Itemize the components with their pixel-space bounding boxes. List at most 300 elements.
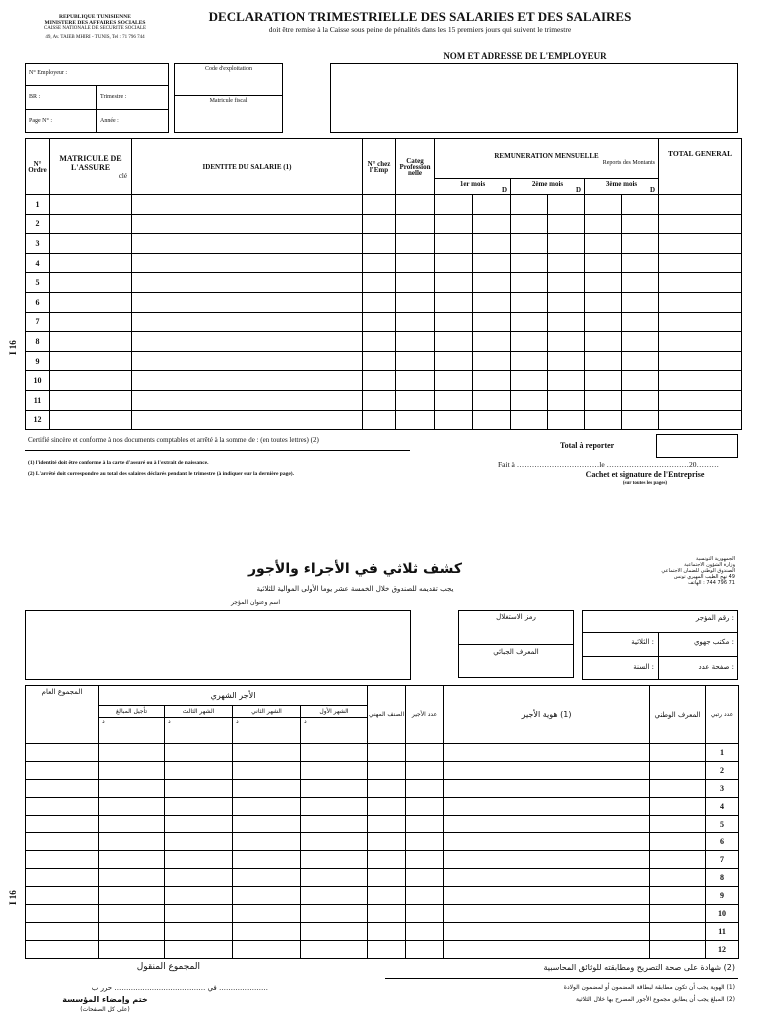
table-cell[interactable] (50, 332, 132, 352)
table-cell[interactable] (435, 312, 473, 332)
table-cell[interactable] (511, 214, 548, 234)
table-cell[interactable] (233, 922, 301, 940)
table-cell[interactable] (444, 905, 650, 923)
table-cell[interactable] (406, 797, 444, 815)
cachet-label: Cachet et signature de l'Entreprise (585, 470, 705, 479)
table-cell[interactable] (132, 273, 363, 293)
table-cell[interactable] (368, 887, 406, 905)
table-cell[interactable] (548, 234, 585, 254)
table-cell[interactable] (585, 273, 622, 293)
table-cell[interactable] (622, 390, 659, 410)
table-cell[interactable] (99, 833, 165, 851)
table-cell[interactable] (363, 371, 396, 391)
table-cell[interactable] (132, 371, 363, 391)
ar-col-no-chez: ﻋﺪﺩ ﺍﻷﺟﻴﺮ (406, 686, 444, 744)
table-cell[interactable] (26, 833, 99, 851)
ar-fait-a-line[interactable]: ………………… ﻓﻲ ………………………………… ﺣﺮﺭ ﺏ (91, 984, 268, 992)
ar-employer-name-box[interactable] (25, 610, 411, 680)
table-cell[interactable] (622, 371, 659, 391)
table-cell[interactable] (165, 779, 233, 797)
table-cell[interactable] (165, 744, 233, 762)
table-cell[interactable] (435, 390, 473, 410)
table-cell[interactable] (650, 744, 706, 762)
table-cell[interactable] (444, 940, 650, 958)
table-cell[interactable] (368, 815, 406, 833)
table-cell[interactable] (435, 371, 473, 391)
table-cell[interactable] (473, 292, 511, 312)
table-cell[interactable] (511, 195, 548, 215)
table-cell[interactable] (50, 312, 132, 332)
table-cell[interactable] (585, 332, 622, 352)
table-row (26, 744, 739, 762)
ar-header-line-2: ﻭﺯﺍﺭﺓ ﺍﻟﺸﺆﻭﻥ ﺍﻻﺟﺘﻤﺎﻋﻴﺔ (684, 562, 735, 568)
row-number: 1 (706, 744, 739, 762)
table-cell[interactable] (301, 815, 368, 833)
ar-annee-field[interactable]: : ﺍﻟﺴﻨﺔ (633, 663, 654, 671)
table-cell[interactable] (363, 234, 396, 254)
table-cell[interactable] (396, 234, 435, 254)
table-cell[interactable] (548, 371, 585, 391)
ar-col-mois1-d: ﺩ (301, 718, 368, 744)
trimestre-field[interactable]: Trimestre : (100, 94, 127, 100)
col-mois3 (585, 179, 659, 195)
table-cell[interactable] (99, 761, 165, 779)
table-cell[interactable] (368, 761, 406, 779)
table-cell[interactable] (50, 234, 132, 254)
table-cell[interactable] (473, 410, 511, 430)
table-cell[interactable] (50, 410, 132, 430)
table-cell[interactable] (511, 351, 548, 371)
table-cell[interactable] (585, 312, 622, 332)
table-cell[interactable] (585, 390, 622, 410)
employer-name-box[interactable] (330, 63, 738, 133)
table-cell[interactable] (548, 292, 585, 312)
table-cell[interactable] (406, 887, 444, 905)
table-cell[interactable] (50, 273, 132, 293)
table-cell[interactable] (50, 253, 132, 273)
col-mois1-d: D (501, 185, 507, 194)
table-cell[interactable] (301, 922, 368, 940)
table-cell[interactable] (406, 815, 444, 833)
table-cell[interactable] (26, 869, 99, 887)
table-cell[interactable] (435, 351, 473, 371)
table-cell[interactable] (650, 833, 706, 851)
table-cell[interactable] (301, 779, 368, 797)
table-cell[interactable] (659, 273, 742, 293)
table-cell[interactable] (622, 312, 659, 332)
page-no-field[interactable]: Page N° : (29, 118, 53, 124)
table-cell[interactable] (301, 905, 368, 923)
table-cell[interactable] (26, 922, 99, 940)
row-number: 5 (26, 273, 50, 293)
table-cell[interactable] (132, 332, 363, 352)
table-cell[interactable] (363, 292, 396, 312)
ar-page-field[interactable]: : ﺻﻔﺤﺔ ﻋﺪﺩ (698, 663, 734, 671)
table-cell[interactable] (26, 887, 99, 905)
ar-col-mois3-d: ﺩ (165, 718, 233, 744)
table-cell[interactable] (435, 292, 473, 312)
ar-br-field[interactable]: : ﻣﻜﺘﺐ ﺟﻬﻮﻱ (693, 638, 734, 646)
table-cell[interactable] (511, 273, 548, 293)
table-cell[interactable] (396, 292, 435, 312)
table-cell[interactable] (396, 351, 435, 371)
row-number: 4 (706, 797, 739, 815)
table-cell[interactable] (548, 195, 585, 215)
table-cell[interactable] (233, 761, 301, 779)
table-cell[interactable] (363, 332, 396, 352)
table-cell[interactable] (650, 797, 706, 815)
row-number: 6 (26, 292, 50, 312)
table-cell[interactable] (659, 410, 742, 430)
table-cell[interactable] (233, 744, 301, 762)
table-cell[interactable] (165, 940, 233, 958)
table-cell[interactable] (165, 922, 233, 940)
table-cell[interactable] (363, 214, 396, 234)
table-row (26, 234, 742, 254)
table-cell[interactable] (548, 351, 585, 371)
table-cell[interactable] (396, 214, 435, 234)
table-cell[interactable] (444, 833, 650, 851)
table-cell[interactable] (406, 851, 444, 869)
table-cell[interactable] (99, 815, 165, 833)
republic-label: REPUBLIQUE TUNISIENNE (59, 14, 131, 20)
col-no-chez-emp: N° chez l'Emp (363, 139, 396, 195)
table-cell[interactable] (99, 797, 165, 815)
table-cell[interactable] (650, 851, 706, 869)
table-cell[interactable] (622, 195, 659, 215)
table-cell[interactable] (435, 234, 473, 254)
row-number: 12 (706, 940, 739, 958)
table-cell[interactable] (406, 905, 444, 923)
table-cell[interactable] (165, 887, 233, 905)
table-cell[interactable] (165, 851, 233, 869)
table-cell[interactable] (511, 410, 548, 430)
table-cell[interactable] (363, 273, 396, 293)
table-cell[interactable] (473, 390, 511, 410)
table-cell[interactable] (435, 195, 473, 215)
table-cell[interactable] (473, 371, 511, 391)
table-cell[interactable] (548, 273, 585, 293)
table-cell[interactable] (511, 312, 548, 332)
table-cell[interactable] (396, 410, 435, 430)
table-cell[interactable] (132, 410, 363, 430)
table-cell[interactable] (301, 940, 368, 958)
table-cell[interactable] (473, 253, 511, 273)
table-cell[interactable] (233, 815, 301, 833)
table-cell[interactable] (26, 797, 99, 815)
table-cell[interactable] (368, 833, 406, 851)
table-cell[interactable] (548, 390, 585, 410)
table-cell[interactable] (444, 922, 650, 940)
fait-a-line[interactable]: Fait à ……………………………le ……………………………20……… (498, 460, 720, 469)
table-cell[interactable] (406, 744, 444, 762)
ar-certifie-text: (2) ﺷﻬﺎﺩﺓ ﻋﻠﻰ ﺻﺤﺔ ﺍﻟﺘﺼﺮﻳﺢ ﻭﻣﻄﺎﺑﻘﺘﻪ ﻟﻠﻮﺛﺎﺋﻖ ﺍﻟﻤﺤﺎﺳﺒﻴﺔ (543, 963, 735, 972)
ar-trimestre-field[interactable]: : ﺍﻟﺜﻼﺛﻴﺔ (631, 638, 654, 646)
table-cell[interactable] (622, 332, 659, 352)
col-mois3-d: D (649, 185, 656, 194)
row-number: 3 (706, 779, 739, 797)
table-cell[interactable] (435, 410, 473, 430)
table-cell[interactable] (444, 761, 650, 779)
row-number: 4 (26, 253, 50, 273)
table-cell[interactable] (659, 390, 742, 410)
table-cell[interactable] (548, 214, 585, 234)
table-cell[interactable] (99, 905, 165, 923)
table-cell[interactable] (233, 833, 301, 851)
table-cell[interactable] (406, 761, 444, 779)
col-mois3-label: 3ème mois (605, 179, 638, 188)
table-cell[interactable] (165, 761, 233, 779)
table-cell[interactable] (548, 312, 585, 332)
table-cell[interactable] (511, 390, 548, 410)
table-cell[interactable] (622, 273, 659, 293)
table-row (26, 214, 742, 234)
table-cell[interactable] (233, 851, 301, 869)
table-cell[interactable] (473, 332, 511, 352)
table-cell[interactable] (99, 779, 165, 797)
table-cell[interactable] (368, 905, 406, 923)
table-cell[interactable] (659, 292, 742, 312)
table-cell[interactable] (363, 312, 396, 332)
table-cell[interactable] (650, 869, 706, 887)
table-cell[interactable] (363, 351, 396, 371)
row-number: 1 (26, 195, 50, 215)
fr-salary-table (25, 138, 742, 430)
table-cell[interactable] (99, 851, 165, 869)
table-cell[interactable] (511, 332, 548, 352)
table-cell[interactable] (650, 922, 706, 940)
table-cell[interactable] (132, 312, 363, 332)
table-cell[interactable] (132, 195, 363, 215)
table-cell[interactable] (301, 833, 368, 851)
row-number: 8 (706, 869, 739, 887)
total-reporter-box[interactable] (656, 434, 738, 458)
row-number: 7 (706, 851, 739, 869)
table-cell[interactable] (301, 797, 368, 815)
table-cell[interactable] (368, 851, 406, 869)
table-cell[interactable] (165, 905, 233, 923)
table-cell[interactable] (301, 887, 368, 905)
ar-employer-no-field[interactable]: : ﺭﻗﻢ ﺍﻟﻤﺆﺟﺮ (695, 614, 734, 622)
table-cell[interactable] (406, 940, 444, 958)
table-cell[interactable] (548, 410, 585, 430)
table-cell[interactable] (622, 214, 659, 234)
br-field[interactable]: BR : (29, 94, 41, 100)
table-cell[interactable] (585, 253, 622, 273)
table-cell[interactable] (659, 371, 742, 391)
table-cell[interactable] (363, 390, 396, 410)
table-cell[interactable] (650, 887, 706, 905)
table-cell[interactable] (548, 253, 585, 273)
table-row (26, 869, 739, 887)
table-cell[interactable] (406, 869, 444, 887)
table-cell[interactable] (659, 214, 742, 234)
table-row (26, 195, 742, 215)
employer-no-field[interactable]: N° Employeur : (29, 70, 68, 76)
table-cell[interactable] (511, 234, 548, 254)
table-cell[interactable] (301, 851, 368, 869)
table-cell[interactable] (233, 940, 301, 958)
table-cell[interactable] (363, 253, 396, 273)
table-cell[interactable] (132, 234, 363, 254)
col-remuneration-label: REMUNERATION MENSUELLE (494, 151, 599, 160)
table-cell[interactable] (650, 940, 706, 958)
table-cell[interactable] (444, 797, 650, 815)
table-cell[interactable] (396, 195, 435, 215)
table-row (26, 410, 742, 430)
table-cell[interactable] (585, 234, 622, 254)
ar-salary-table (25, 685, 739, 959)
table-cell[interactable] (99, 940, 165, 958)
table-cell[interactable] (435, 214, 473, 234)
table-cell[interactable] (368, 744, 406, 762)
table-cell[interactable] (99, 869, 165, 887)
row-number: 2 (26, 214, 50, 234)
employer-heading: NOM ET ADRESSE DE L'EMPLOYEUR (443, 51, 607, 61)
table-cell[interactable] (444, 869, 650, 887)
table-cell[interactable] (396, 273, 435, 293)
col-mois2-label: 2ème mois (531, 179, 564, 188)
table-row (26, 761, 739, 779)
ar-header-line-5: 71 796 744 : ﺍﻟﻬﺎﺗﻒ (688, 580, 735, 586)
table-cell[interactable] (396, 312, 435, 332)
table-cell[interactable] (233, 779, 301, 797)
table-cell[interactable] (301, 744, 368, 762)
table-cell[interactable] (585, 371, 622, 391)
table-row (26, 779, 739, 797)
table-cell[interactable] (165, 869, 233, 887)
table-cell[interactable] (26, 744, 99, 762)
table-cell[interactable] (473, 312, 511, 332)
table-cell[interactable] (368, 940, 406, 958)
table-cell[interactable] (396, 371, 435, 391)
table-cell[interactable] (435, 253, 473, 273)
table-cell[interactable] (650, 815, 706, 833)
table-cell[interactable] (50, 214, 132, 234)
table-cell[interactable] (650, 905, 706, 923)
table-cell[interactable] (473, 234, 511, 254)
table-cell[interactable] (473, 351, 511, 371)
table-cell[interactable] (50, 390, 132, 410)
table-cell[interactable] (363, 195, 396, 215)
table-cell[interactable] (301, 761, 368, 779)
table-cell[interactable] (99, 887, 165, 905)
table-cell[interactable] (622, 351, 659, 371)
ar-note-1: (1) ﺍﻟﻬﻮﻳﺔ ﻳﺠﺐ ﺃﻥ ﺗﻜﻮﻥ ﻣﻄﺎﺑﻘﺔ ﻟﺒﻄﺎﻗﺔ ﺍﻟﻤﻀﻤﻮﻥ ﺃﻭ ﻟﻤﻀﻤﻮﻥ ﺍﻟﻮﻻﺩﺓ (563, 984, 735, 991)
table-cell[interactable] (585, 214, 622, 234)
table-cell[interactable] (585, 195, 622, 215)
table-cell[interactable] (132, 292, 363, 312)
table-cell[interactable] (368, 797, 406, 815)
table-cell[interactable] (99, 922, 165, 940)
table-cell[interactable] (622, 234, 659, 254)
table-cell[interactable] (396, 253, 435, 273)
table-cell[interactable] (165, 833, 233, 851)
table-row (26, 851, 739, 869)
table-cell[interactable] (301, 869, 368, 887)
table-cell[interactable] (368, 779, 406, 797)
table-cell[interactable] (435, 273, 473, 293)
col-mois1-label: 1er mois (459, 179, 486, 188)
table-cell[interactable] (622, 410, 659, 430)
table-cell[interactable] (444, 887, 650, 905)
table-cell[interactable] (233, 869, 301, 887)
table-cell[interactable] (659, 332, 742, 352)
table-cell[interactable] (659, 253, 742, 273)
table-cell[interactable] (132, 253, 363, 273)
table-row (26, 312, 742, 332)
table-cell[interactable] (444, 851, 650, 869)
row-number: 2 (706, 761, 739, 779)
table-cell[interactable] (622, 292, 659, 312)
table-cell[interactable] (585, 351, 622, 371)
table-cell[interactable] (233, 887, 301, 905)
ar-col-remuneration: ﺍﻷﺟﺮ ﺍﻟﺸﻬﺮﻱ (99, 686, 368, 706)
table-cell[interactable] (132, 390, 363, 410)
table-cell[interactable] (659, 351, 742, 371)
table-cell[interactable] (50, 292, 132, 312)
table-cell[interactable] (444, 815, 650, 833)
table-cell[interactable] (473, 273, 511, 293)
table-cell[interactable] (26, 779, 99, 797)
table-cell[interactable] (50, 195, 132, 215)
table-cell[interactable] (233, 905, 301, 923)
table-cell[interactable] (473, 195, 511, 215)
table-cell[interactable] (406, 833, 444, 851)
table-cell[interactable] (368, 922, 406, 940)
table-cell[interactable] (585, 292, 622, 312)
table-cell[interactable] (26, 761, 99, 779)
table-cell[interactable] (132, 351, 363, 371)
table-cell[interactable] (406, 922, 444, 940)
table-cell[interactable] (363, 410, 396, 430)
table-cell[interactable] (650, 779, 706, 797)
table-cell[interactable] (473, 214, 511, 234)
table-cell[interactable] (26, 905, 99, 923)
table-cell[interactable] (659, 195, 742, 215)
table-cell[interactable] (650, 761, 706, 779)
table-cell[interactable] (659, 234, 742, 254)
table-cell[interactable] (99, 744, 165, 762)
table-cell[interactable] (406, 779, 444, 797)
col-mois1 (435, 179, 511, 195)
table-cell[interactable] (444, 779, 650, 797)
table-cell[interactable] (165, 815, 233, 833)
annee-field[interactable]: Année : (100, 118, 119, 124)
table-cell[interactable] (622, 253, 659, 273)
table-cell[interactable] (26, 940, 99, 958)
table-cell[interactable] (26, 815, 99, 833)
table-cell[interactable] (132, 214, 363, 234)
table-cell[interactable] (396, 390, 435, 410)
table-cell[interactable] (511, 292, 548, 312)
row-number: 10 (706, 905, 739, 923)
table-cell[interactable] (50, 371, 132, 391)
table-cell[interactable] (165, 797, 233, 815)
table-cell[interactable] (368, 869, 406, 887)
table-cell[interactable] (511, 253, 548, 273)
table-cell[interactable] (659, 312, 742, 332)
table-cell[interactable] (396, 332, 435, 352)
table-cell[interactable] (233, 797, 301, 815)
table-cell[interactable] (444, 744, 650, 762)
table-cell[interactable] (511, 371, 548, 391)
table-cell[interactable] (50, 351, 132, 371)
table-cell[interactable] (26, 851, 99, 869)
table-cell[interactable] (548, 332, 585, 352)
table-cell[interactable] (435, 332, 473, 352)
table-cell[interactable] (585, 410, 622, 430)
